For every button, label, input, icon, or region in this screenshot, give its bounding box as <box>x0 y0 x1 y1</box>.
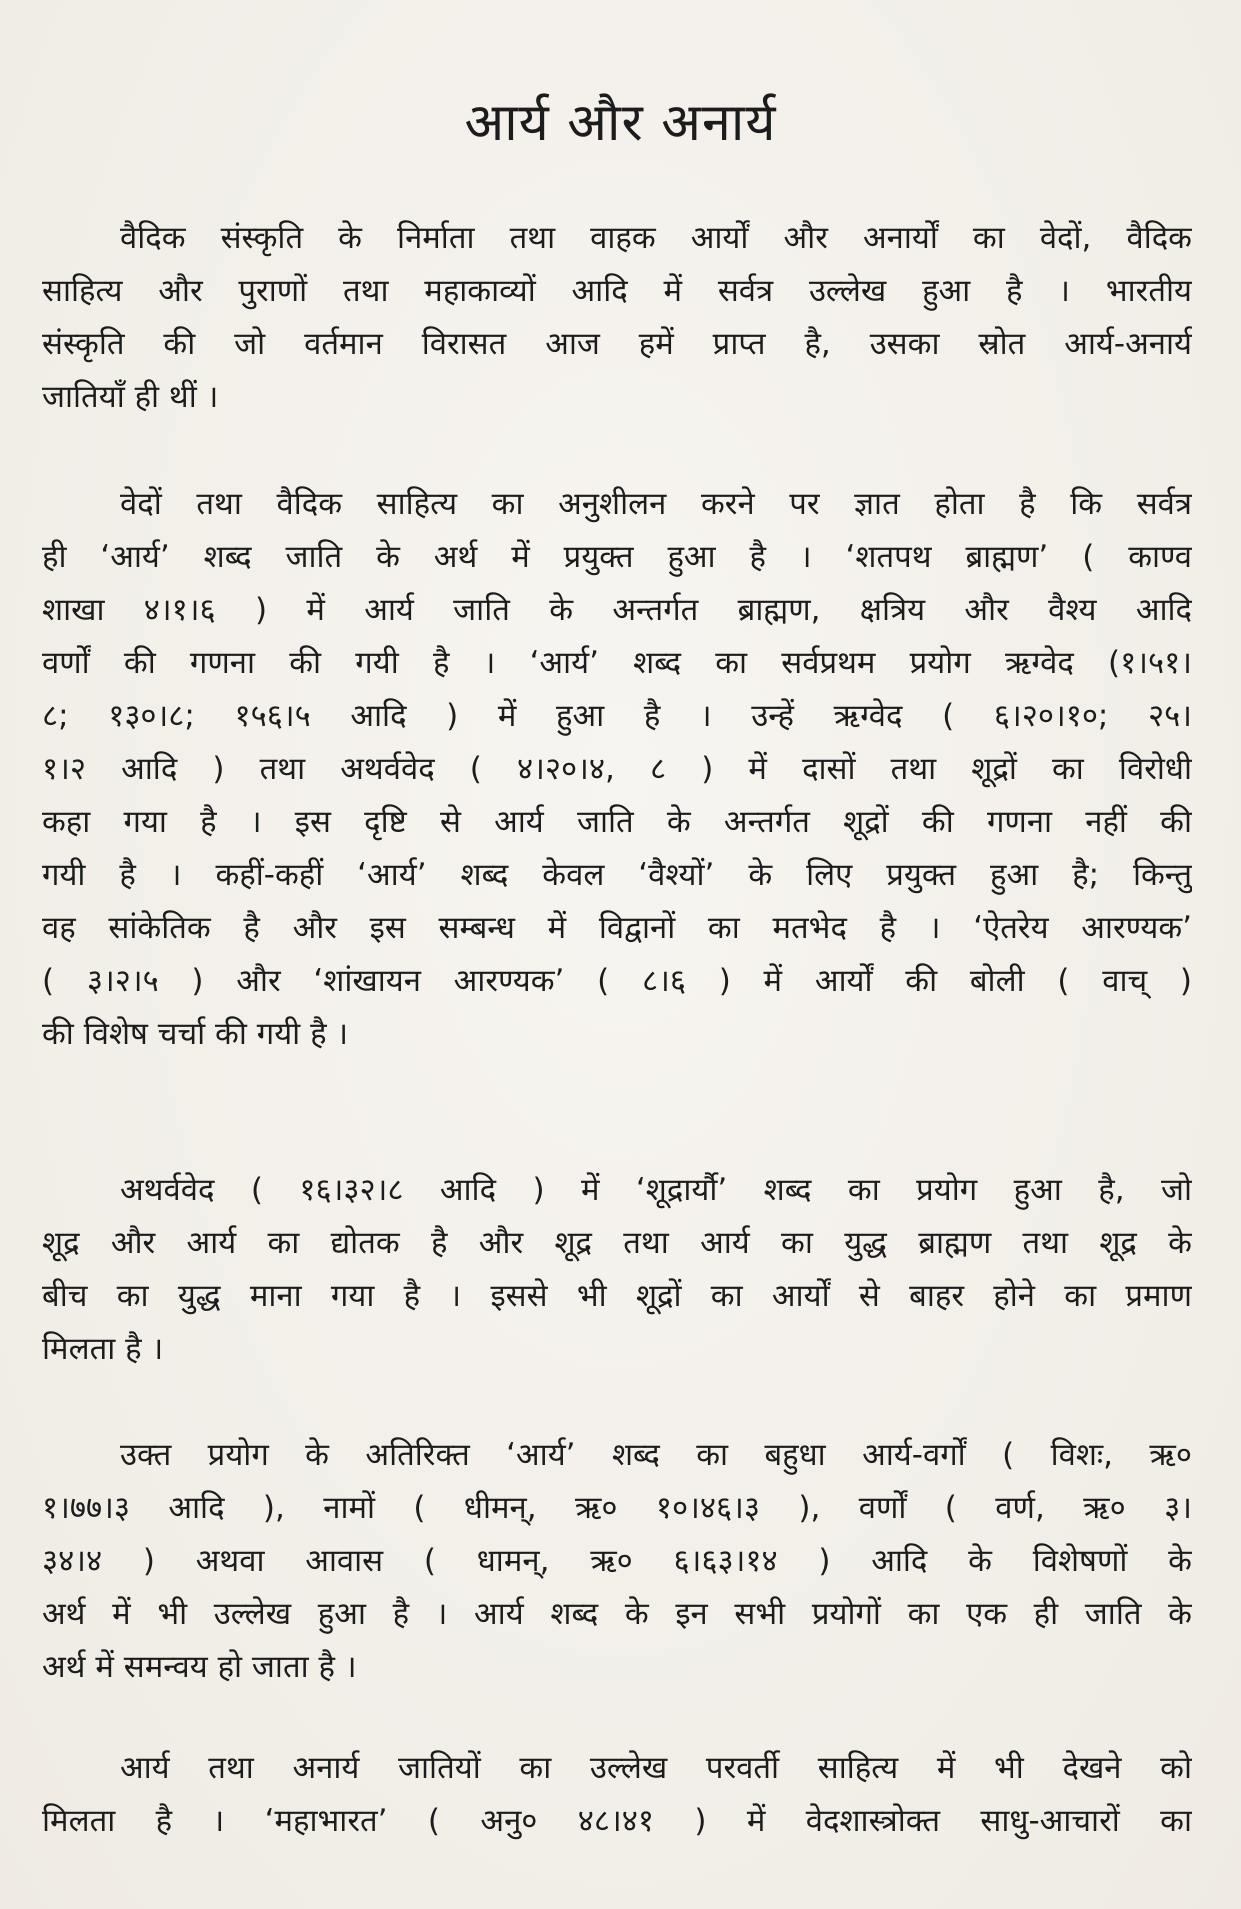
text-line: मिलता है । <box>42 1331 164 1367</box>
text-line: अथर्ववेद ( १६।३२।८ आदि ) में ‘शूद्रार्यौ’ शब्द का प्रयोग हुआ है, जो <box>120 1172 1192 1208</box>
text-line: ( ३।२।५ ) और ‘शांखायन आरण्यक’ ( ८।६ ) में आर्यों की बोली ( वाच् ) <box>42 963 1192 999</box>
text-line: वर्णों की गणना की गयी है । ‘आर्य’ शब्द का सर्वप्रथम प्रयोग ऋग्वेद (१।५१। <box>42 645 1192 681</box>
text-line: अर्थ में भी उल्लेख हुआ है । आर्य शब्द के इन सभी प्रयोगों का एक ही जाति के <box>42 1596 1192 1632</box>
text-line: अर्थ में समन्वय हो जाता है । <box>42 1649 357 1685</box>
paragraph-3 <box>42 1164 1192 1376</box>
paragraph-5 <box>42 1742 1192 1848</box>
text-line: जातियाँ ही थीं । <box>42 379 219 415</box>
text-line: साहित्य और पुराणों तथा महाकाव्यों आदि में सर्वत्र उल्लेख हुआ है । भारतीय <box>42 273 1192 309</box>
text-line: १।७७।३ आदि ), नामों ( धीमन्, ऋ० १०।४६।३ ), वर्णों ( वर्ण, ऋ० ३। <box>42 1490 1192 1526</box>
paragraph-4 <box>42 1429 1192 1694</box>
text-line: आर्य तथा अनार्य जातियों का उल्लेख परवर्ती साहित्य में भी देखने को <box>120 1750 1192 1786</box>
text-line: कहा गया है । इस दृष्टि से आर्य जाति के अन्तर्गत शूद्रों की गणना नहीं की <box>42 804 1192 840</box>
text-line: ८; १३०।८; १५६।५ आदि ) में हुआ है । उन्हें ऋग्वेद ( ६।२०।१०; २५। <box>42 698 1192 734</box>
text-line: शूद्र और आर्य का द्योतक है और शूद्र तथा आर्य का युद्ध ब्राह्मण तथा शूद्र के <box>42 1225 1192 1261</box>
text-line: १।२ आदि ) तथा अथर्ववेद ( ४।२०।४, ८ ) में दासों तथा शूद्रों का विरोधी <box>42 751 1192 787</box>
text-line: वेदों तथा वैदिक साहित्य का अनुशीलन करने पर ज्ञात होता है कि सर्वत्र <box>120 486 1192 522</box>
page-title: आर्य और अनार्य <box>464 93 777 153</box>
text-line: वैदिक संस्कृति के निर्माता तथा वाहक आर्यों और अनार्यों का वेदों, वैदिक <box>120 220 1192 256</box>
text-line: मिलता है । ‘महाभारत’ ( अनु० ४८।४१ ) में वेदशास्त्रोक्त साधु-आचारों का <box>42 1803 1192 1839</box>
paragraph-1 <box>42 212 1192 424</box>
text-line: वह सांकेतिक है और इस सम्बन्ध में विद्वानों का मतभेद है । ‘ऐतरेय आरण्यक’ <box>42 910 1192 946</box>
text-line: उक्त प्रयोग के अतिरिक्त ‘आर्य’ शब्द का बहुधा आर्य-वर्गों ( विशः, ऋ० <box>120 1437 1192 1473</box>
text-line: ३४।४ ) अथवा आवास ( धामन्, ऋ० ६।६३।१४ ) आदि के विशेषणों के <box>42 1543 1192 1579</box>
text-line: की विशेष चर्चा की गयी है । <box>42 1016 349 1052</box>
text-line: संस्कृति की जो वर्तमान विरासत आज हमें प्राप्त है, उसका स्रोत आर्य-अनार्य <box>42 326 1192 362</box>
text-line: बीच का युद्ध माना गया है । इससे भी शूद्रों का आर्यों से बाहर होने का प्रमाण <box>42 1278 1192 1314</box>
paragraph-2 <box>42 478 1192 1061</box>
text-line: शाखा ४।१।६ ) में आर्य जाति के अन्तर्गत ब्राह्मण, क्षत्रिय और वैश्य आदि <box>42 592 1192 628</box>
text-line: ही ‘आर्य’ शब्द जाति के अर्थ में प्रयुक्त हुआ है । ‘शतपथ ब्राह्मण’ ( काण्व <box>42 539 1192 575</box>
text-line: गयी है । कहीं-कहीं ‘आर्य’ शब्द केवल ‘वैश्यों’ के लिए प्रयुक्त हुआ है; किन्तु <box>42 857 1192 893</box>
